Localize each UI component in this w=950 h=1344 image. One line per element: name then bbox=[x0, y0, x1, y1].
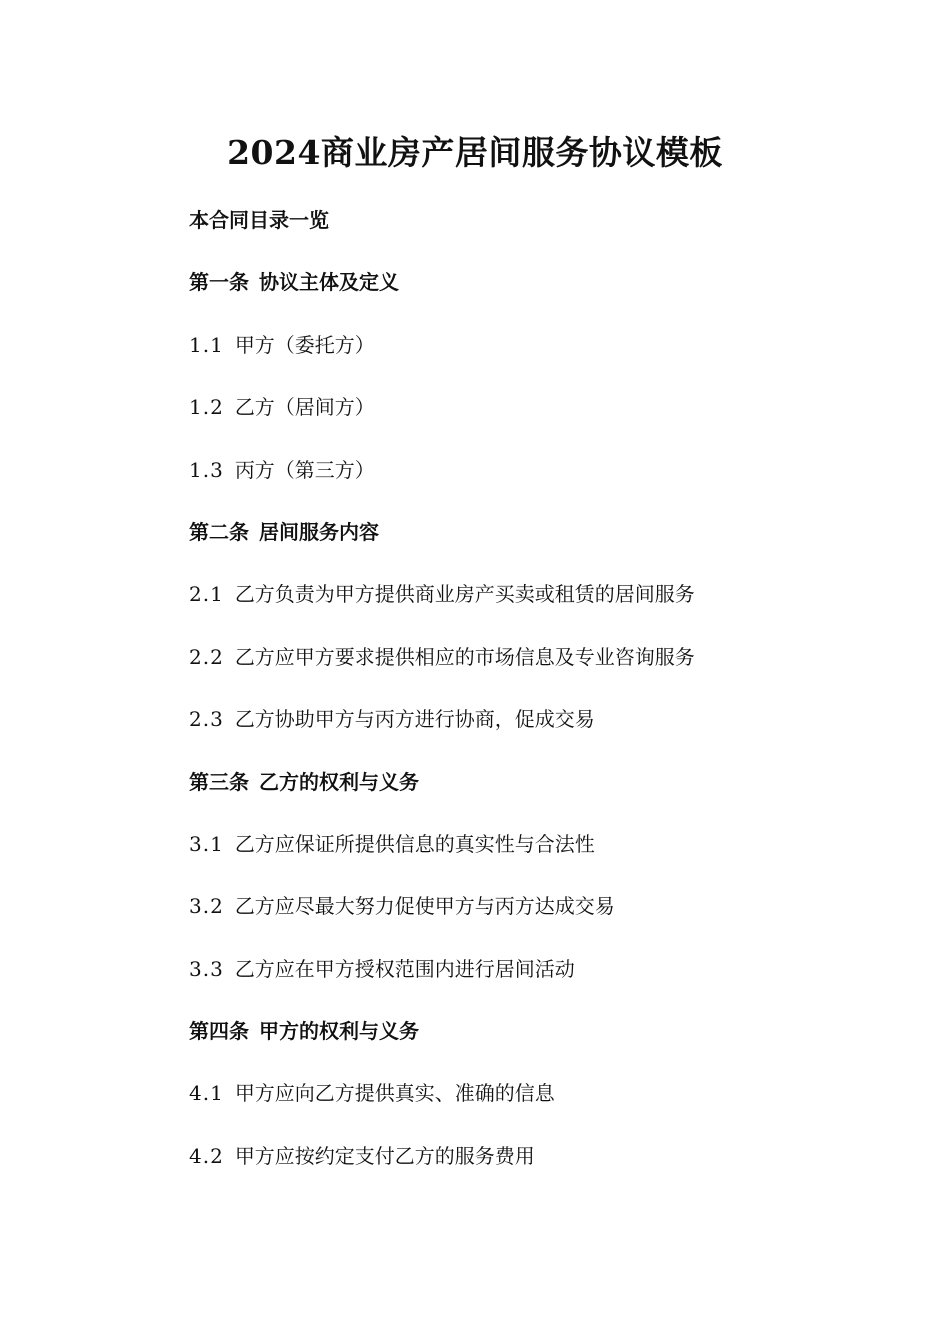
article-number: 第一条 bbox=[189, 270, 249, 295]
document-title: 2024商业房产居间服务协议模板 bbox=[227, 133, 723, 172]
list-item bbox=[189, 453, 889, 515]
item-number: 3.3 bbox=[189, 956, 224, 981]
list-item bbox=[189, 827, 889, 889]
list-item bbox=[189, 702, 889, 764]
article-title: 居间服务内容 bbox=[259, 519, 379, 544]
item-text: 乙方应在甲方授权范围内进行居间活动 bbox=[234, 956, 575, 981]
item-number: 3.2 bbox=[189, 894, 224, 919]
item-text: 乙方（居间方） bbox=[234, 395, 375, 420]
toc-heading: 本合同目录一览 bbox=[189, 208, 329, 232]
list-item bbox=[189, 889, 889, 951]
list-item bbox=[189, 952, 889, 1014]
item-number: 2.1 bbox=[189, 582, 224, 607]
item-number: 2.3 bbox=[189, 707, 224, 732]
list-item bbox=[189, 577, 889, 639]
item-number: 4.2 bbox=[189, 1143, 224, 1168]
item-text: 甲方应向乙方提供真实、准确的信息 bbox=[234, 1081, 555, 1106]
item-text: 甲方应按约定支付乙方的服务费用 bbox=[234, 1143, 535, 1168]
item-text: 甲方（委托方） bbox=[234, 332, 375, 357]
item-number: 1.2 bbox=[189, 395, 224, 420]
list-item bbox=[189, 390, 889, 452]
article-title: 甲方的权利与义务 bbox=[259, 1019, 419, 1044]
article-number: 第三条 bbox=[189, 769, 249, 794]
item-text: 丙方（第三方） bbox=[234, 457, 375, 482]
table-of-contents bbox=[189, 203, 889, 1201]
item-text: 乙方协助甲方与丙方进行协商，促成交易 bbox=[234, 707, 595, 732]
article-number: 第四条 bbox=[189, 1019, 249, 1044]
article-number: 第二条 bbox=[189, 519, 249, 544]
section-heading bbox=[189, 265, 889, 327]
section-heading bbox=[189, 765, 889, 827]
item-text: 乙方应甲方要求提供相应的市场信息及专业咨询服务 bbox=[234, 644, 695, 669]
list-item bbox=[189, 640, 889, 702]
section-heading bbox=[189, 1014, 889, 1076]
item-text: 乙方应尽最大努力促使甲方与丙方达成交易 bbox=[234, 894, 615, 919]
item-number: 1.1 bbox=[189, 332, 224, 357]
item-text: 乙方负责为甲方提供商业房产买卖或租赁的居间服务 bbox=[234, 582, 695, 607]
article-title: 乙方的权利与义务 bbox=[259, 769, 419, 794]
item-number: 4.1 bbox=[189, 1081, 224, 1106]
item-number: 1.3 bbox=[189, 457, 224, 482]
item-number: 3.1 bbox=[189, 831, 224, 856]
article-title: 协议主体及定义 bbox=[259, 270, 399, 295]
section-heading bbox=[189, 515, 889, 577]
list-item bbox=[189, 328, 889, 390]
list-item bbox=[189, 1139, 889, 1201]
item-number: 2.2 bbox=[189, 644, 224, 669]
list-item bbox=[189, 1076, 889, 1138]
item-text: 乙方应保证所提供信息的真实性与合法性 bbox=[234, 831, 595, 856]
